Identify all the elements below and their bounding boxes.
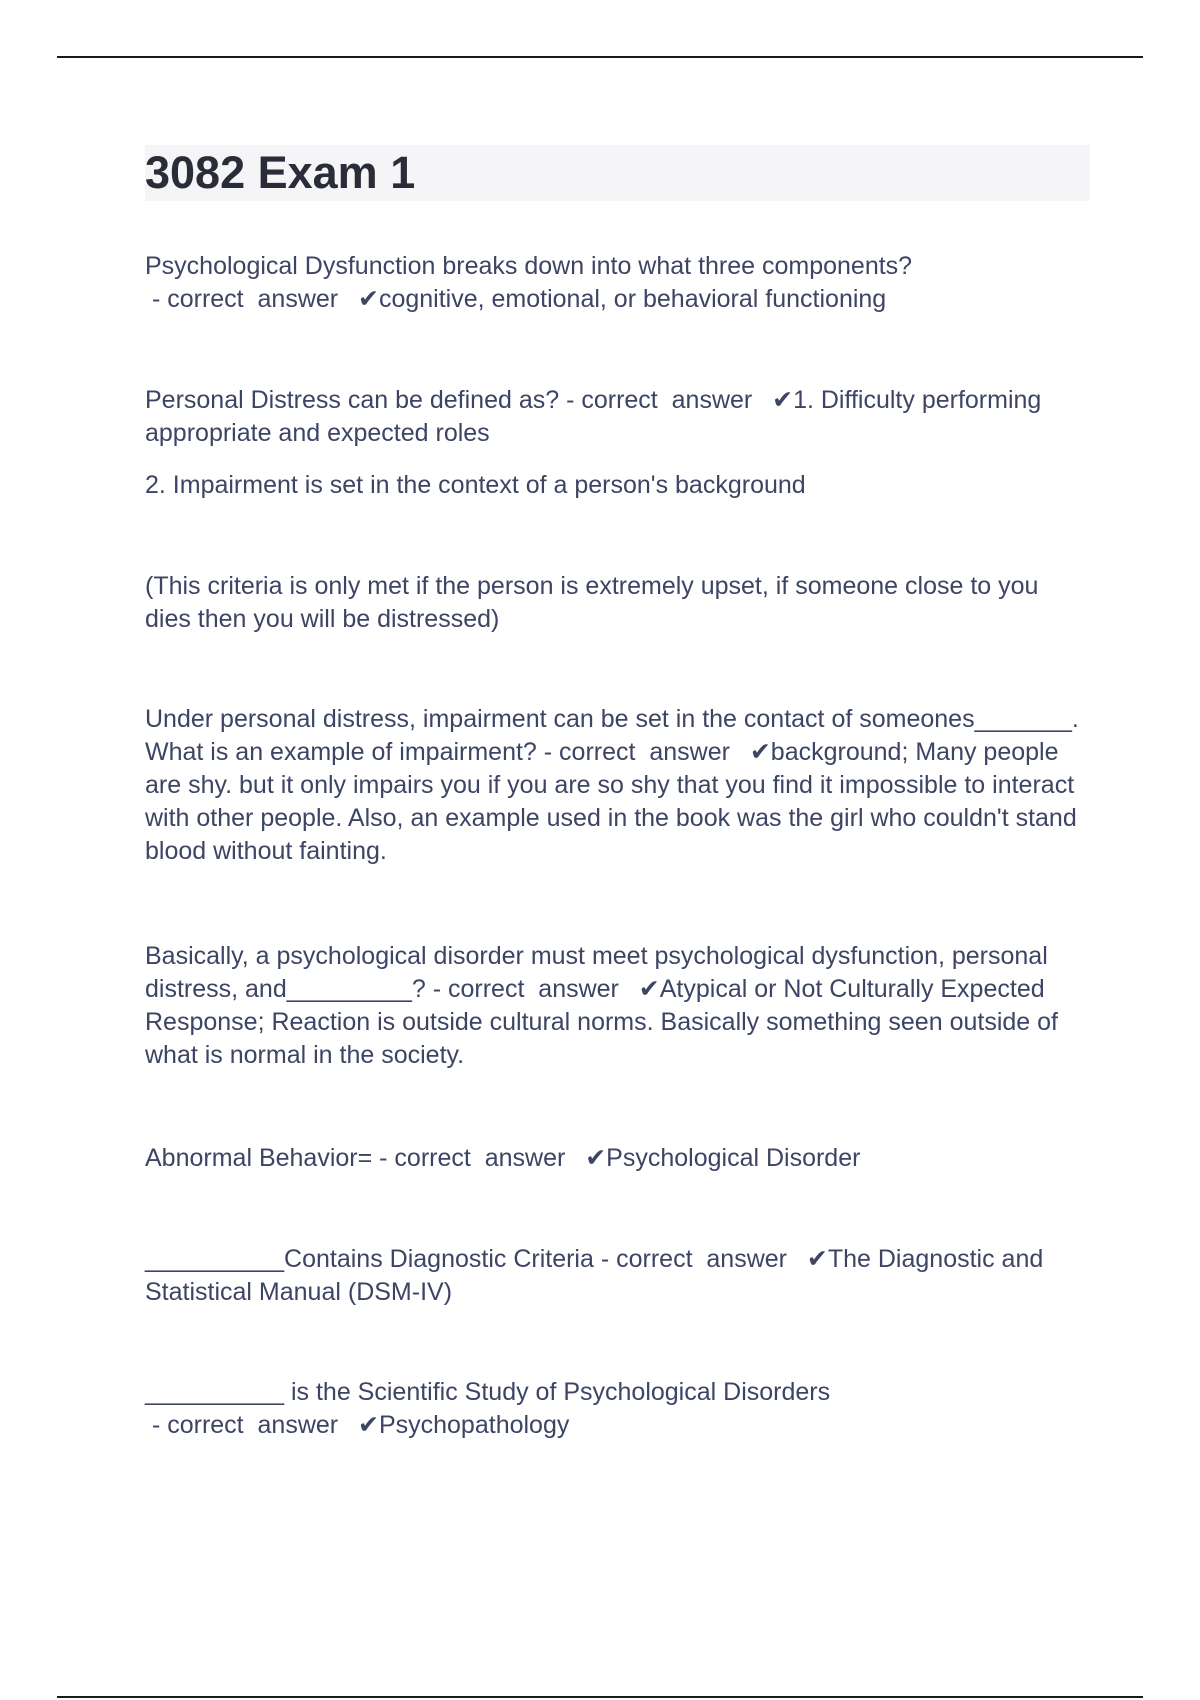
question-text: Personal Distress can be defined as? xyxy=(145,386,560,414)
answer-text: Atypical or Not Culturally Expected Response; Reaction is outside cultural norms. Basically something seen outside of what is normal in the society. xyxy=(145,975,1058,1069)
question-text: Abnormal Behavior= xyxy=(145,1144,373,1172)
question-text: Under personal distress, impairment can be set in the contact of someones_______. What is an example of impairment? xyxy=(145,705,1079,766)
qa-item-5 xyxy=(145,1142,1090,1175)
check-icon: ✔ xyxy=(585,1144,607,1172)
answer-text: background; Many people are shy. but it only impairs you if you are so shy that you find it impossible to interact with other people. Also, an example used in the book was the girl who couldn't stand blood without fainting. xyxy=(145,738,1077,865)
check-icon: ✔ xyxy=(638,975,660,1003)
check-icon: ✔ xyxy=(749,738,771,766)
qa-item-7 xyxy=(145,1376,1090,1442)
answer-text: The Diagnostic and Statistical Manual (DSM-IV) xyxy=(145,1245,1044,1306)
qa-item-3 xyxy=(145,703,1090,868)
check-icon: ✔ xyxy=(772,386,794,414)
check-icon: ✔ xyxy=(358,1411,379,1439)
question-text: __________ is the Scientific Study of Psychological Disorders xyxy=(145,1378,831,1406)
answer-separator: - correct answer xyxy=(145,1411,352,1439)
answer-separator: - correct answer xyxy=(536,738,744,766)
qa-item-2 xyxy=(145,384,1090,450)
document-title: 3082 Exam 1 xyxy=(145,147,416,198)
check-icon: ✔ xyxy=(806,1245,828,1273)
answer-separator: - correct answer xyxy=(425,975,633,1003)
answer-separator: - correct answer xyxy=(559,386,767,414)
answer-text: Psychopathology xyxy=(378,1411,570,1439)
answer-continuation-2: (This criteria is only met if the person is extremely upset, if someone close to you dies then you will be distressed) xyxy=(145,572,1039,633)
answer-text: cognitive, emotional, or behavioral functioning xyxy=(378,285,887,313)
qa-item-1 xyxy=(145,250,1090,316)
question-text: Psychological Dysfunction breaks down into what three components? xyxy=(145,252,913,280)
answer-continuation-1: 2. Impairment is set in the context of a person's background xyxy=(145,471,806,499)
answer-text: 1. Difficulty performing appropriate and expected roles xyxy=(145,386,1042,447)
top-rule xyxy=(57,56,1143,58)
answer-text: Psychological Disorder xyxy=(606,1144,861,1172)
qa-item-4 xyxy=(145,940,1090,1072)
answer-separator: - correct answer xyxy=(593,1245,801,1273)
qa-item-6 xyxy=(145,1243,1090,1309)
question-text: Basically, a psychological disorder must meet psychological dysfunction, personal distress, and_________? xyxy=(145,942,1048,1003)
bottom-rule xyxy=(57,1696,1143,1698)
answer-separator: - correct answer xyxy=(145,285,352,313)
check-icon: ✔ xyxy=(358,285,379,313)
question-text: __________Contains Diagnostic Criteria xyxy=(145,1245,594,1273)
answer-separator: - correct answer xyxy=(372,1144,580,1172)
